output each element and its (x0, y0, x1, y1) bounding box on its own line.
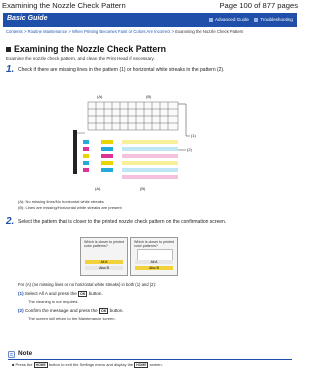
label-1: (1) (191, 133, 196, 138)
label-b-bottom: (B) (140, 186, 146, 191)
for-a-text: For (A) (no missing lines or no horizontal white streaks) in both (1) and (2): (18, 282, 157, 287)
page-indicator: Page 100 of 877 pages (219, 1, 298, 10)
step-1-text: Check if there are missing lines in the pattern (1) or horizontal white streaks in the pattern (2). (18, 67, 225, 73)
all-a-option[interactable]: All A (135, 260, 173, 264)
dialog-question: Which is closer to printed color patterns? (84, 240, 125, 249)
color-pattern (83, 140, 178, 179)
basic-guide-label: Basic Guide (7, 15, 48, 22)
note-text: ■ Press the HOME button to exit the Settings menu and display the HOME screen. (12, 362, 163, 367)
also-b-option[interactable]: Also B (135, 266, 173, 270)
grid-pattern (88, 102, 178, 130)
legend-b: (B): Lines are missing/Horizontal white streaks are present (18, 205, 122, 210)
breadcrumb-faint-colors[interactable]: When Printing Becomes Faint or Colors Are Incorrect (71, 29, 171, 34)
home-button-icon: HOME (35, 363, 46, 367)
advanced-guide-link[interactable]: Advanced Guide (214, 17, 249, 22)
dialog-question: Which is closer to printed color patterns? (134, 240, 175, 249)
confirmation-screen-right (130, 237, 178, 276)
confirmation-screen-left (80, 237, 128, 276)
label-a-bottom: (A) (95, 186, 101, 191)
label-a-top: (A) (97, 94, 103, 99)
page-title: Examining the Nozzle Check Pattern (6, 44, 166, 54)
step-1-number: 1. (6, 64, 15, 75)
ok-button-icon: OK (100, 309, 107, 313)
label-b-top: (B) (146, 94, 152, 99)
step-2-text: Select the pattern that is closer to the printed nozzle check pattern on the confirmation screen. (18, 219, 227, 225)
note-header (8, 350, 292, 360)
intro-text: Examine the nozzle check pattern, and clean the Print Head if necessary. (6, 56, 155, 61)
breadcrumb-contents[interactable]: Contents (6, 29, 23, 34)
all-a-option[interactable]: All A (85, 260, 123, 264)
breadcrumb: Contents > Routine Maintenance > When Printing Becomes Faint or Colors Are Incorrect > Examining the Nozzle Check Pattern (6, 29, 244, 34)
ok-button-icon: OK (80, 292, 86, 296)
breadcrumb-routine-maintenance[interactable]: Routine Maintenance (27, 29, 68, 34)
substep-1: (1) Select All A and press the OK button. (18, 291, 103, 296)
legend-a: (A): No missing lines/No horizontal white streaks (18, 199, 104, 204)
step-2-number: 2. (6, 216, 15, 227)
substep-1-note: The cleaning is not required. (28, 299, 79, 304)
note-icon (8, 351, 15, 358)
also-b-option[interactable]: Also B (85, 266, 123, 270)
breadcrumb-current: Examining the Nozzle Check Pattern (175, 29, 244, 34)
black-bar (73, 130, 77, 174)
window-title: Examining the Nozzle Check Pattern (2, 1, 126, 10)
note-label: Note (18, 350, 33, 357)
label-2: (2) (187, 147, 192, 152)
substep-2-note: The screen will return to the Maintenance screen. (28, 316, 116, 321)
troubleshooting-link[interactable]: Troubleshooting (260, 17, 293, 22)
substep-2: (2) Confirm the message and press the OK button. (18, 308, 124, 313)
home-screen-icon: HOME (136, 363, 147, 367)
